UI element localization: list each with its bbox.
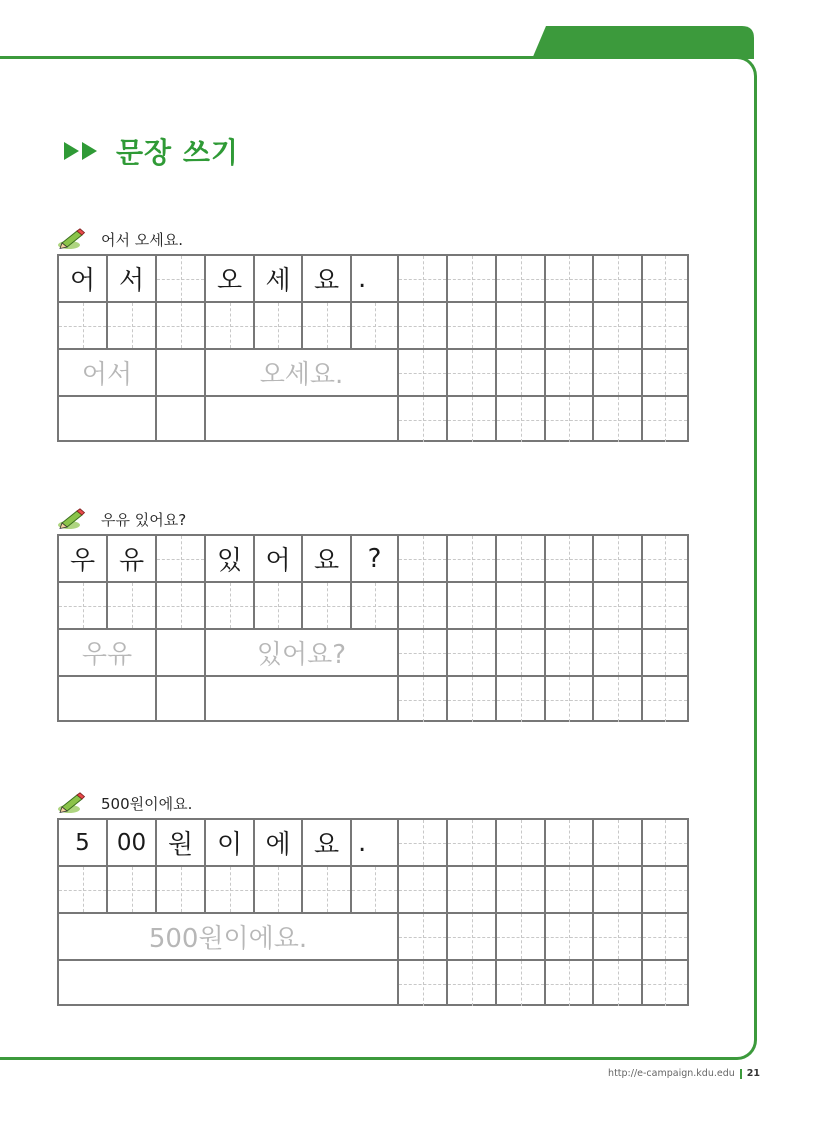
model-char: 오 (216, 266, 243, 296)
model-char (157, 256, 204, 301)
exercise-prompt (57, 508, 186, 530)
model-char: 00 (116, 829, 147, 856)
model-char: 원 (167, 830, 194, 860)
model-char: 서 (118, 266, 145, 296)
pencil-icon (57, 792, 87, 814)
page-title-text: 문장 쓰기 (116, 136, 239, 169)
model-char: 요 (313, 830, 340, 860)
exercise-prompt (57, 792, 192, 814)
practice-row[interactable] (59, 583, 687, 630)
trace-text: 있어요? (256, 640, 347, 670)
model-char: 어 (69, 266, 96, 296)
free-write-row[interactable] (59, 961, 687, 1006)
model-char: ? (367, 543, 382, 574)
page-footer (608, 1068, 760, 1079)
page-number: 21 (746, 1068, 760, 1079)
model-char: 유 (118, 546, 145, 576)
practice-row[interactable] (59, 867, 687, 914)
writing-grid (57, 254, 689, 442)
model-char: 우 (69, 546, 96, 576)
pencil-icon (57, 228, 87, 250)
model-char: . (358, 827, 367, 858)
footer-url: http://e-campaign.kdu.edu (608, 1068, 735, 1079)
model-char (157, 536, 204, 581)
trace-row[interactable] (59, 914, 687, 961)
trace-text: 어서 (81, 360, 133, 390)
model-char: . (358, 263, 367, 294)
trace-row[interactable] (59, 630, 687, 677)
model-char: 5 (75, 829, 90, 856)
trace-text: 우유 (81, 640, 133, 670)
model-row (59, 256, 687, 303)
prompt-text: 우유 있어요? (101, 510, 187, 529)
writing-grid (57, 818, 689, 1006)
exercise-prompt (57, 228, 183, 250)
double-arrow-icon (64, 142, 100, 160)
model-row (59, 820, 687, 867)
model-char: 에 (265, 830, 291, 860)
prompt-text: 어서 오세요. (101, 230, 183, 249)
writing-grid (57, 534, 689, 722)
footer-separator (740, 1069, 742, 1079)
model-char: 있 (216, 546, 243, 576)
pencil-icon (57, 508, 87, 530)
model-char: 요 (313, 266, 340, 296)
trace-row[interactable] (59, 350, 687, 397)
practice-row[interactable] (59, 303, 687, 350)
trace-text: 500원이에요. (148, 924, 308, 954)
trace-text (157, 350, 204, 395)
header-tab (532, 26, 754, 59)
free-write-row[interactable] (59, 677, 687, 722)
page-title (64, 131, 239, 171)
model-char: 어 (265, 546, 291, 576)
free-write-row[interactable] (59, 397, 687, 442)
model-row (59, 536, 687, 583)
model-char: 이 (216, 830, 243, 860)
model-char: 요 (313, 546, 340, 576)
prompt-text: 500원이에요. (101, 794, 193, 813)
trace-text: 오세요. (259, 360, 344, 390)
model-char: 세 (265, 266, 291, 296)
trace-text (157, 630, 204, 675)
